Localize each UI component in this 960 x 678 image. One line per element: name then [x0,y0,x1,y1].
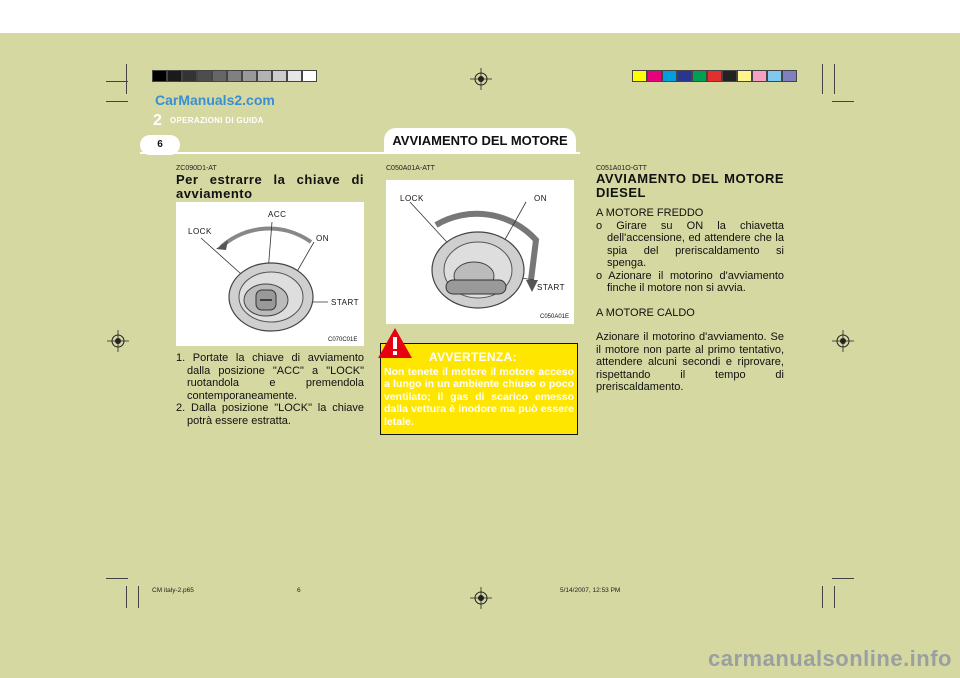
color-swatch [197,70,212,82]
color-swatch [257,70,272,82]
ignition-switch-figure-1 [176,202,364,346]
warm-heading: A MOTORE CALDO [596,306,695,319]
color-swatch [767,70,782,82]
color-swatch [632,70,647,82]
start-label: START [537,283,565,292]
ignition-key-diagram [176,202,364,346]
color-swatch [752,70,767,82]
right-section-code: C051A01O-GTT [596,165,647,172]
color-swatch [677,70,692,82]
color-calibration-bar [632,70,797,82]
lock-label: LOCK [188,227,212,236]
chapter-title-tab: AVVIAMENTO DEL MOTORE [384,128,576,152]
figure-code: C070C01E [328,337,358,343]
exclamation-triangle-icon [377,327,413,359]
registration-mark-icon [107,330,129,352]
color-swatch [152,70,167,82]
header-rule [140,152,580,154]
color-swatch [227,70,242,82]
color-swatch [182,70,197,82]
right-body [596,207,784,394]
color-swatch [272,70,287,82]
color-swatch [287,70,302,82]
color-swatch [707,70,722,82]
warning-box [380,343,578,435]
gray-calibration-bar [152,70,317,82]
color-swatch [242,70,257,82]
footer-timestamp: 5/14/2007, 12:53 PM [560,587,621,594]
registration-mark-icon [470,68,492,90]
right-section-title: AVVIAMENTO DEL MOTORE DIESEL [596,171,784,200]
color-swatch [647,70,662,82]
color-swatch [722,70,737,82]
warm-text: Azionare il motorino d'avviamento. Se il motore non parte al primo tentativo, attendere alcuni secondi e riprovare, rispettando il tempo di preriscaldamento. [596,331,784,393]
warning-title: AVVERTENZA: [429,350,517,364]
bottom-watermark: carmanualsonline.info [708,646,952,671]
left-instruction-list [176,352,364,427]
section-number: 2 [153,112,162,129]
cold-heading: A MOTORE FREDDO [596,207,704,219]
color-swatch [302,70,317,82]
ignition-switch-figure-2 [386,180,574,324]
watermark-text: CarManuals2.com [155,92,275,108]
color-swatch [782,70,797,82]
list-item: 2. Dalla posizione "LOCK" la chiave potrà essere estratta. [176,402,364,427]
color-swatch [212,70,227,82]
color-swatch [167,70,182,82]
on-label: ON [316,234,329,243]
page-number-tab: 6 [140,135,180,155]
list-item: o Azionare il motorino d'avviamento finche il motore non si avvia. [596,269,784,294]
section-title: OPERAZIONI DI GUIDA [170,116,264,125]
registration-mark-icon [832,330,854,352]
acc-label: ACC [268,210,287,219]
list-item: 1. Portate la chiave di avviamento dalla posizione "ACC" a "LOCK" ruotandola e premendola contemporaneamente. [176,352,364,402]
left-section-code: ZC090D1-AT [176,165,217,172]
color-swatch [692,70,707,82]
footer-file: CM italy-2.p65 [152,587,194,594]
footer-page: 6 [297,587,301,594]
start-label: START [331,298,359,307]
color-swatch [662,70,677,82]
color-swatch [737,70,752,82]
middle-section-code: C050A01A-ATT [386,165,435,172]
warning-text: Non tenete il motore il motore acceso a lungo in un ambiente chiuso o poco ventilato; il gas di scarico emesso dalla vettura è inodore ma può essere letale. [384,366,574,428]
on-label: ON [534,194,547,203]
registration-mark-icon [470,587,492,609]
figure-code: C050A01E [540,314,570,320]
list-item: o Girare su ON la chiavetta dell'accensione, ed attendere che la spia del preriscaldamento si spenga. [596,219,784,269]
left-section-title: Per estrarre la chiave di avviamento [176,172,364,201]
lock-label: LOCK [400,194,424,203]
